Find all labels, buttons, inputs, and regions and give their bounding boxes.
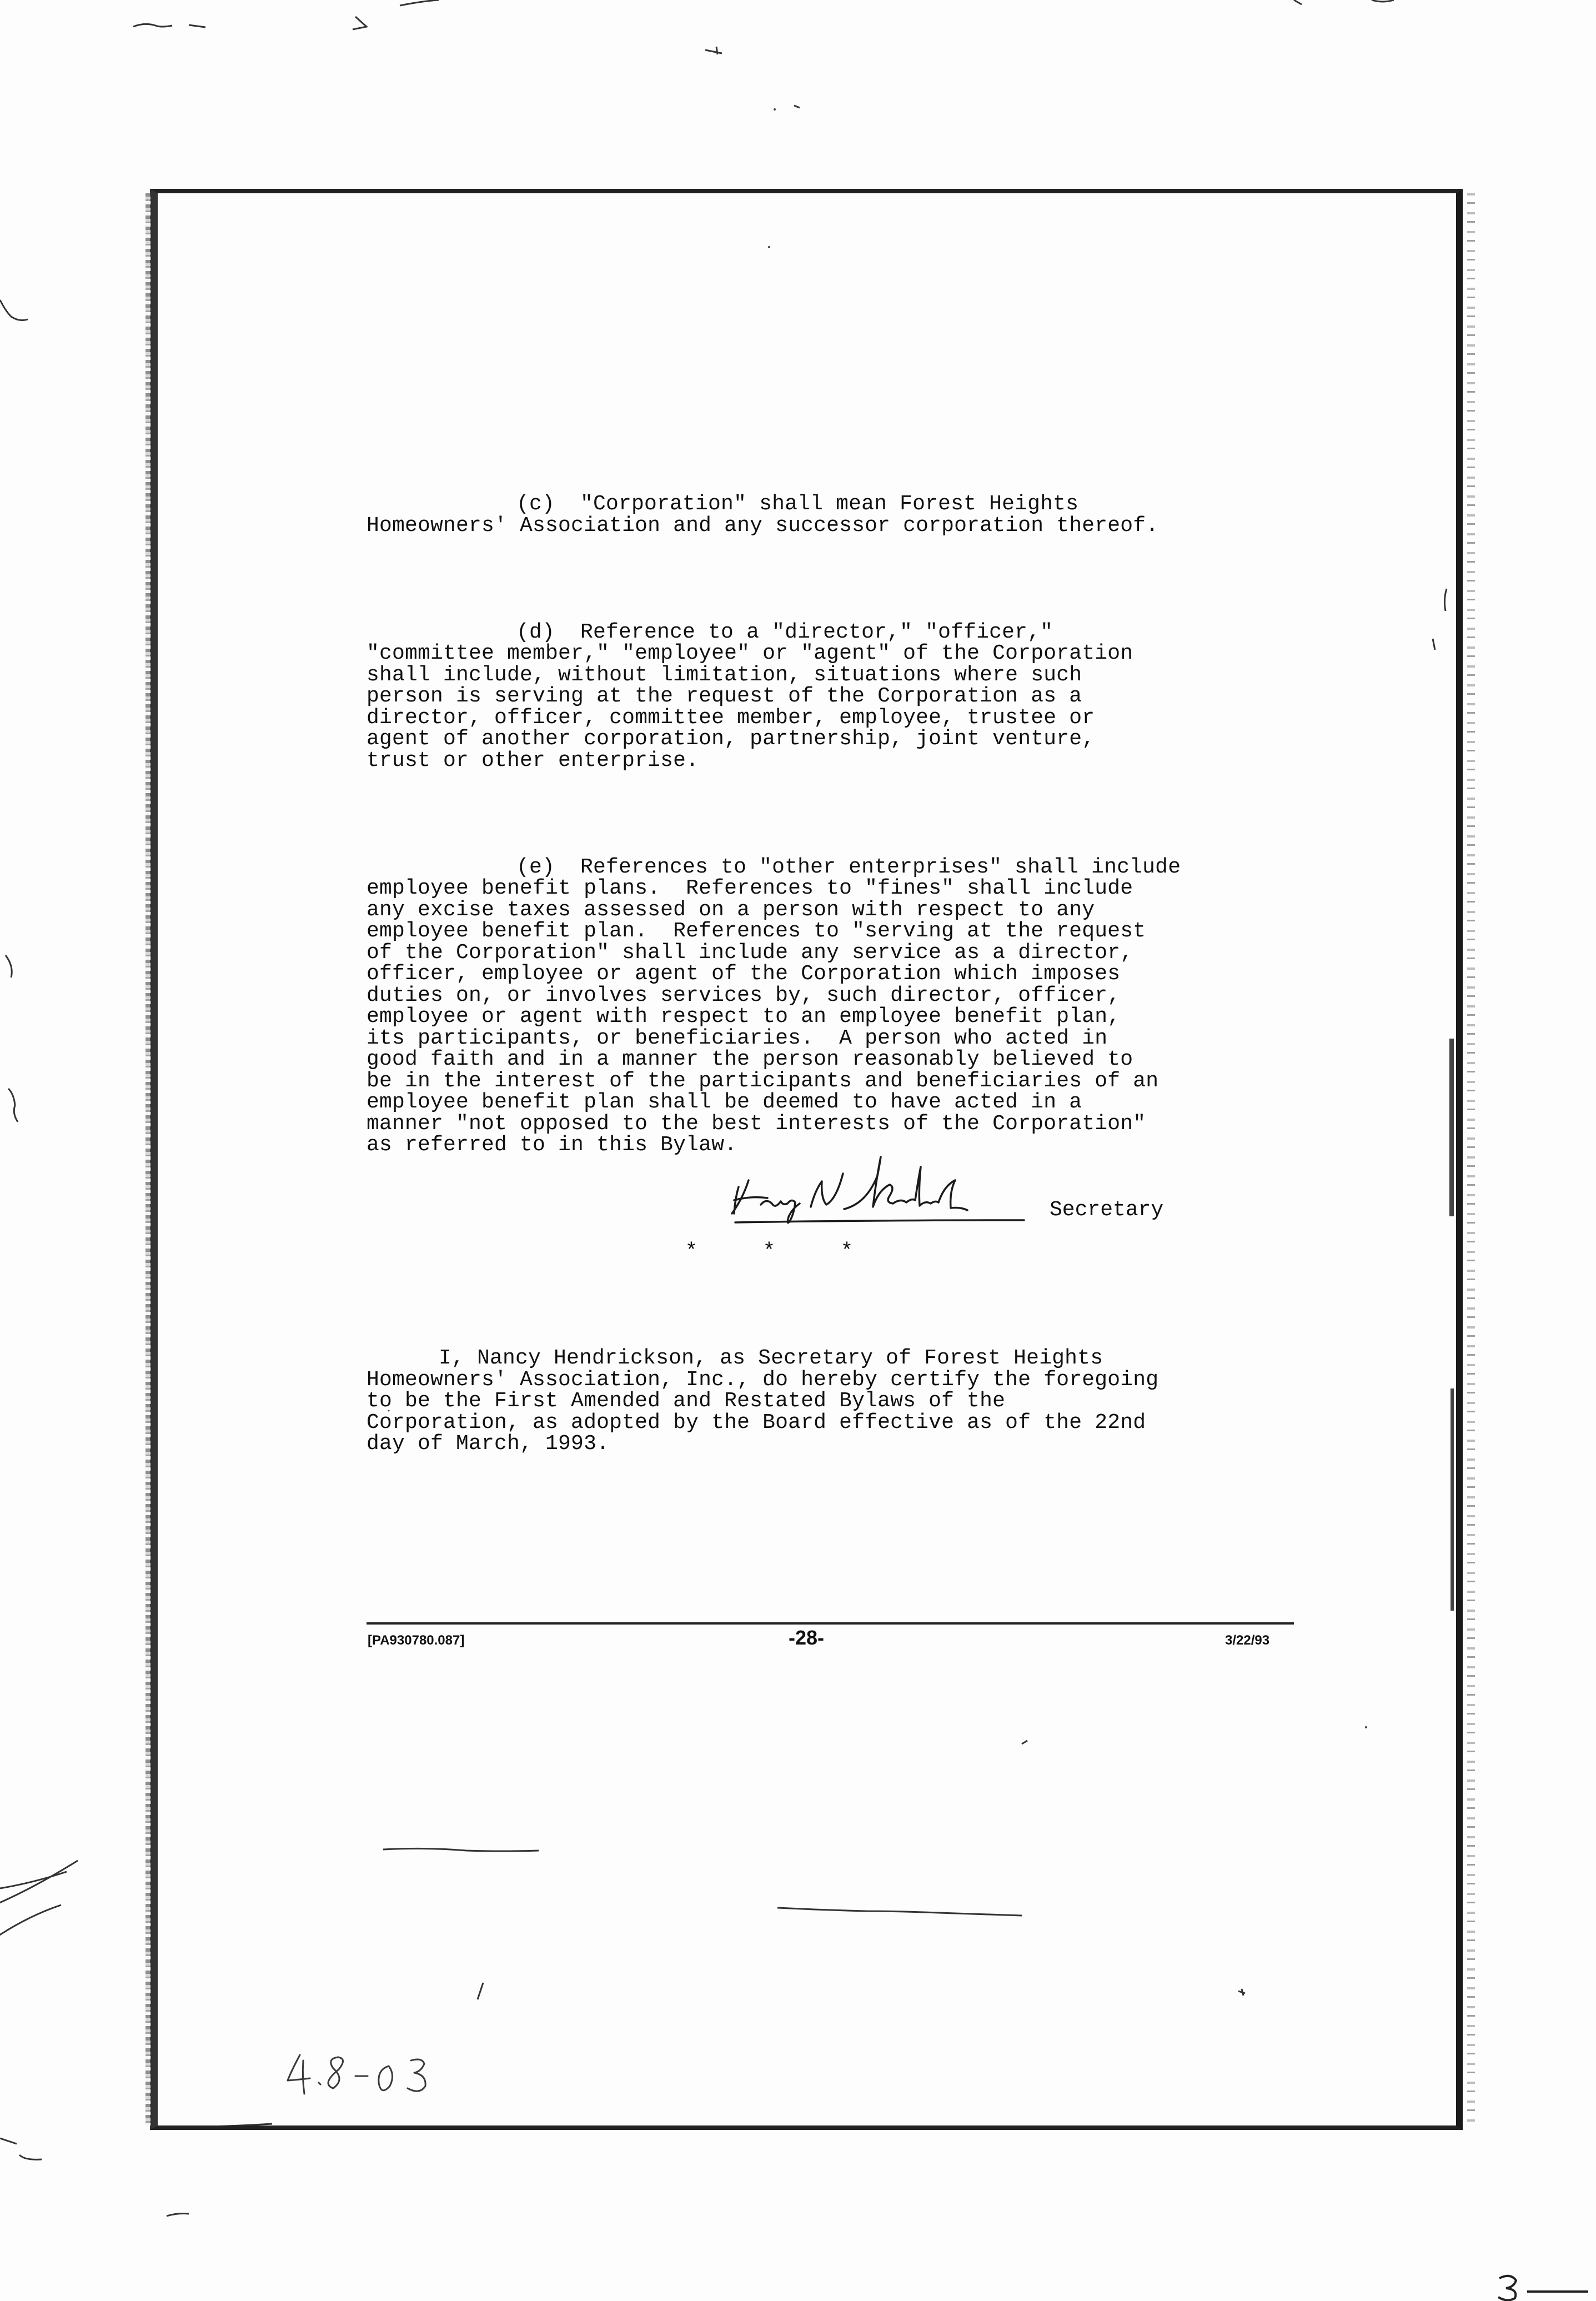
paragraph-c-line: (c) "Corporation" shall mean Forest Heights	[516, 492, 1079, 516]
separator-star: *	[762, 1240, 776, 1264]
certification-line: day of March, 1993.	[367, 1432, 610, 1456]
bylaws-text	[367, 451, 1277, 1519]
paragraph-e-line: employee benefit plan. References to "serving at the request	[367, 919, 1146, 943]
paragraph-e-line: of the Corporation" shall include any service as a director,	[367, 940, 1133, 965]
paragraph-e-line: employee benefit plan shall be deemed to have acted in a	[367, 1090, 1082, 1114]
paragraph-e-line: employee benefit plans. References to "fines" shall include	[367, 876, 1133, 900]
paragraph-d-line: person is serving at the request of the Corporation as a	[367, 684, 1082, 708]
footer-date: 3/22/93	[1225, 1633, 1270, 1648]
paragraph-e-line: manner "not opposed to the best interests of the Corporation"	[367, 1111, 1146, 1136]
certification-line: to be the First Amended and Restated Bylaws of the	[367, 1389, 1006, 1413]
paragraph-d-line: agent of another corporation, partnership, joint venture,	[367, 727, 1095, 751]
page-number: -28-	[789, 1626, 825, 1649]
certification-line: I, Nancy Hendrickson, as Secretary of Forest Heights	[439, 1346, 1103, 1370]
paragraph-d-line: "committee member," "employee" or "agent" of the Corporation	[367, 641, 1133, 665]
paragraph-e-line: employee or agent with respect to an employee benefit plan,	[367, 1005, 1121, 1029]
paragraph-e-line: any excise taxes assessed on a person with respect to any	[367, 898, 1095, 922]
paragraph-d-line: shall include, without limitation, situations where such	[367, 663, 1082, 687]
signature-block	[727, 1147, 1199, 1230]
document-id: [PA930780.087]	[368, 1633, 465, 1648]
signature-title: Secretary	[1050, 1198, 1164, 1222]
page-border-right-edge	[1467, 193, 1475, 2125]
paragraph-e-line: its participants, or beneficiaries. A person who acted in	[367, 1026, 1108, 1050]
paragraph-c	[367, 494, 1277, 537]
page-mark	[1477, 2272, 1596, 2301]
paragraph-d-line: (d) Reference to a "director," "officer,"	[516, 620, 1053, 644]
paragraph-e-line: be in the interest of the participants and beneficiaries of an	[367, 1069, 1159, 1093]
separator-star: *	[685, 1240, 698, 1264]
handwritten-date-note	[283, 2044, 439, 2105]
page-border-left-edge	[145, 193, 151, 2125]
paragraph-d-line: director, officer, committee member, employee, trustee or	[367, 705, 1095, 730]
certification-line: Corporation, as adopted by the Board effective as of the 22nd	[367, 1410, 1146, 1435]
paragraph-c-line: Homeowners' Association and any successor corporation thereof.	[367, 513, 1159, 538]
separator-star: *	[840, 1240, 854, 1264]
paragraph-e-line: duties on, or involves services by, such director, officer,	[367, 983, 1121, 1007]
paragraph-d-line: trust or other enterprise.	[367, 748, 699, 773]
paragraph-d	[367, 622, 1277, 772]
paragraph-e-line: (e) References to "other enterprises" shall include	[516, 855, 1181, 879]
certification-line: Homeowners' Association, Inc., do hereby certify the foregoing	[367, 1367, 1159, 1392]
paragraph-e-line: as referred to in this Bylaw.	[367, 1133, 737, 1157]
section-separator	[367, 1241, 1277, 1263]
footer-rule	[367, 1622, 1294, 1625]
paragraph-e-line: officer, employee or agent of the Corporation which imposes	[367, 962, 1121, 986]
paragraph-e-line: good faith and in a manner the person reasonably believed to	[367, 1047, 1133, 1071]
handwritten-signature	[727, 1147, 1050, 1230]
paragraph-e	[367, 857, 1277, 1156]
certification-paragraph	[367, 1348, 1277, 1455]
